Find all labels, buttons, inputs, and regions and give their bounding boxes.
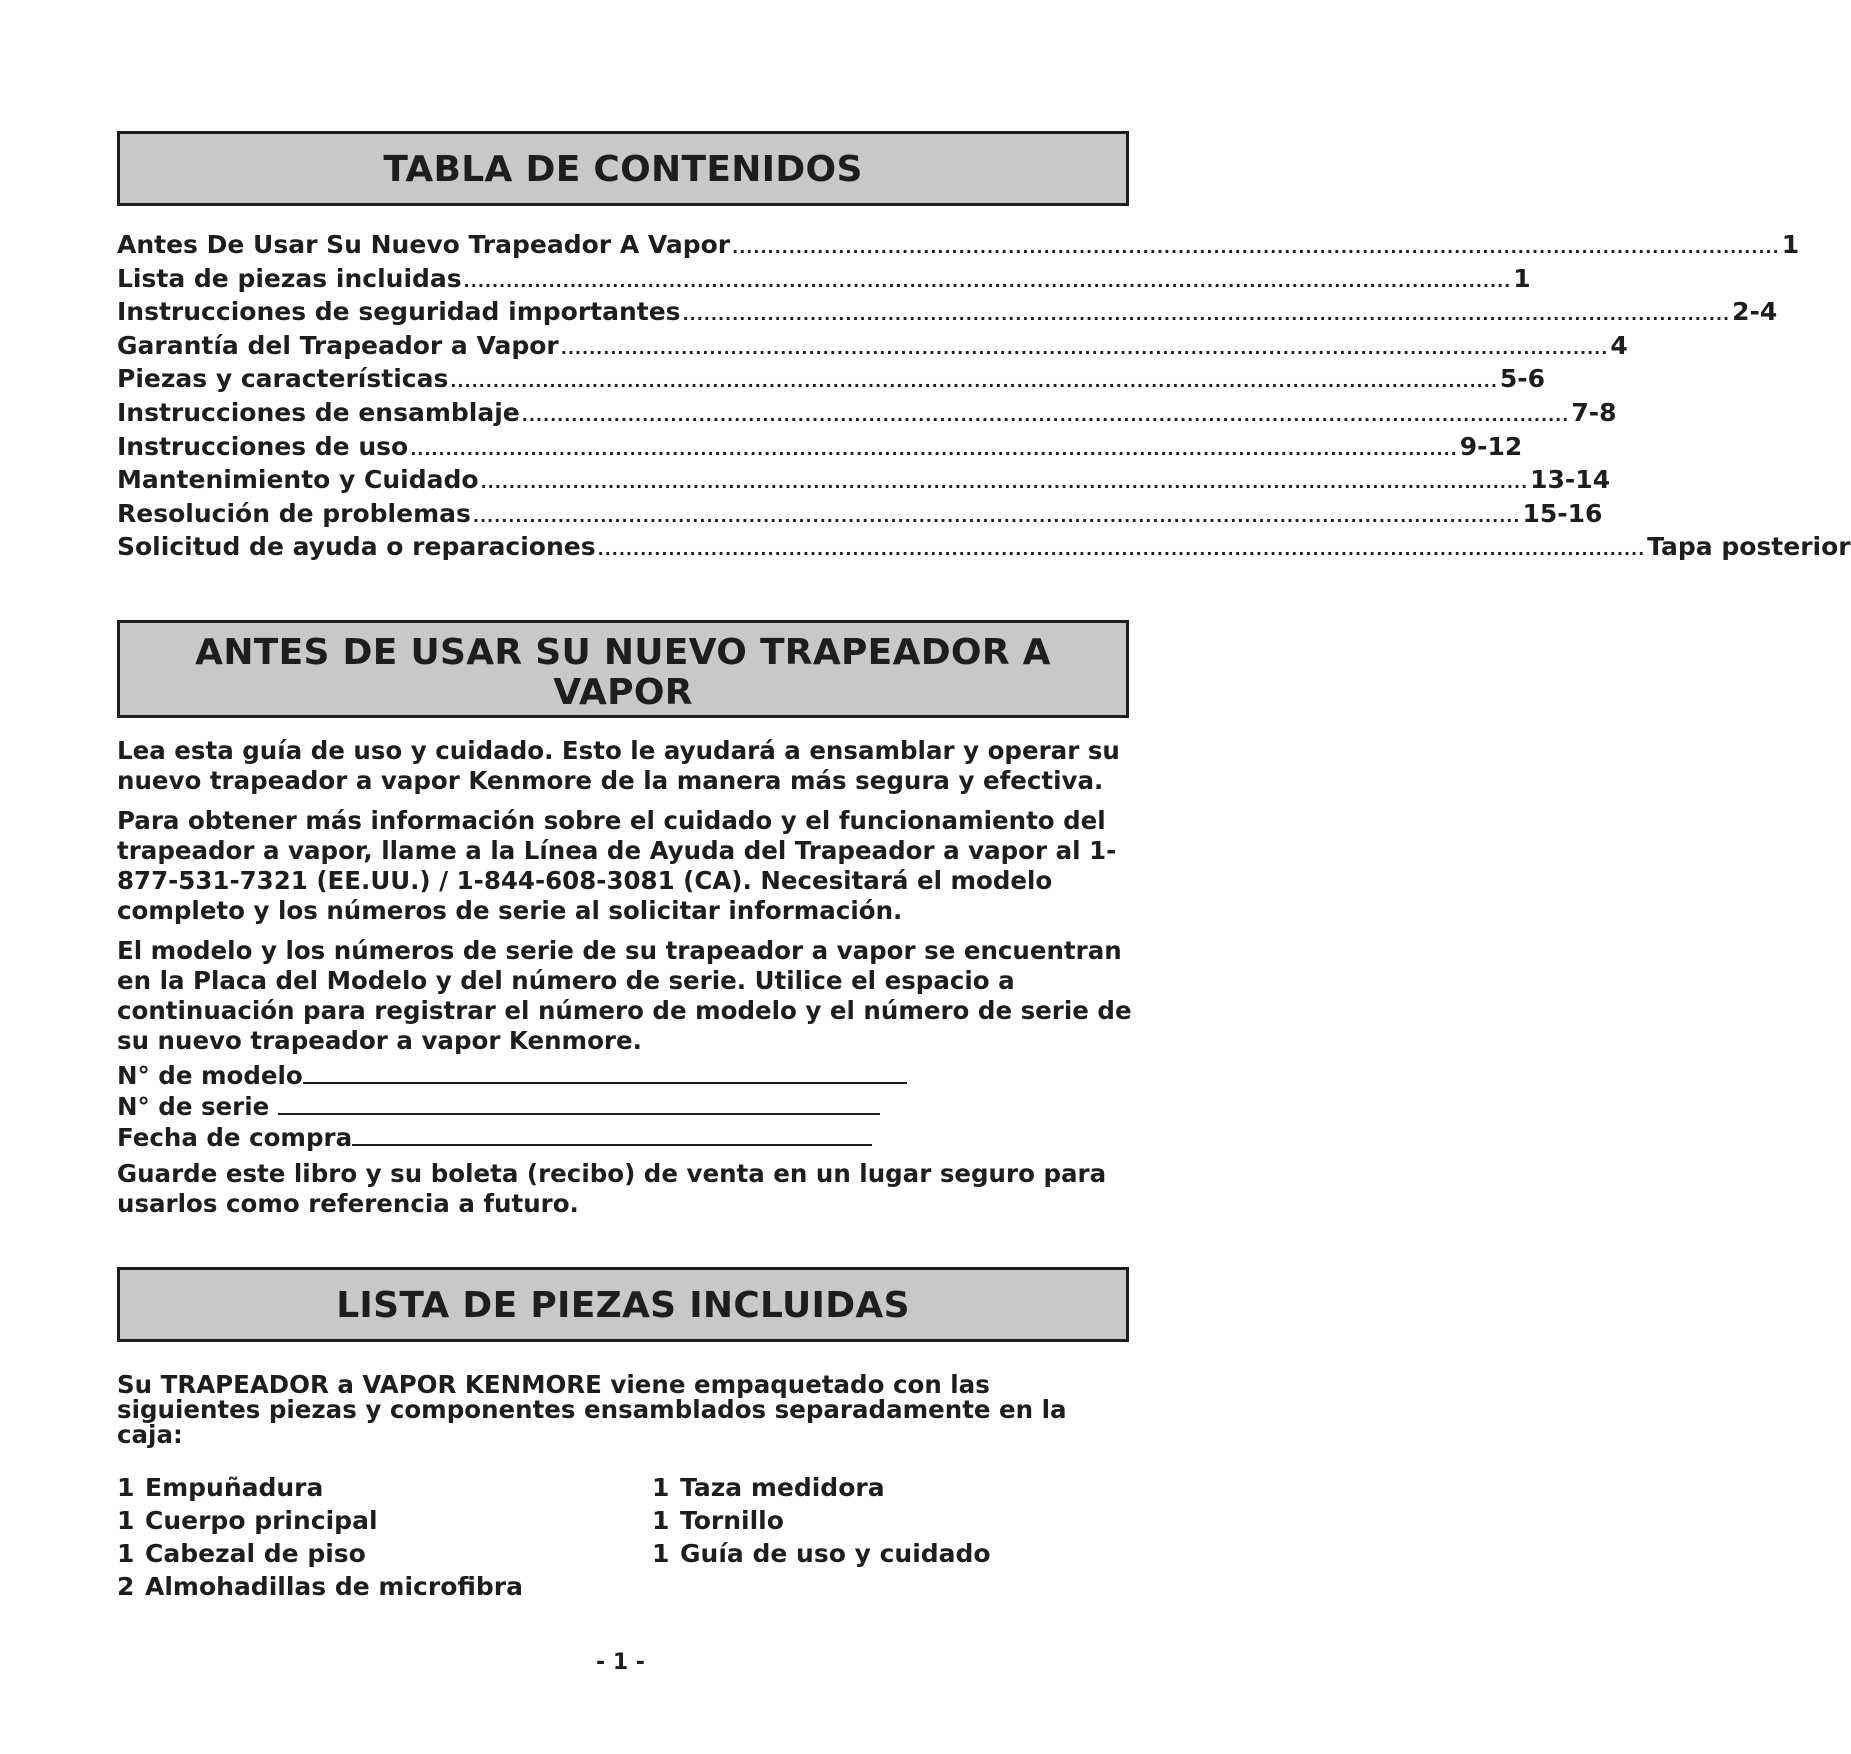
list-item (117, 1570, 652, 1603)
helpline-paragraph: Para obtener más información sobre el cuidado y el funcionamiento del trapeador a vapor, llame a la Línea de Ayuda del Trapeador a vapor al 1-877-531-7321 (EE.UU.) / 1-844-608-3081 (CA). Necesitará el modelo completo y los números de serie al solicitar información. (117, 805, 1117, 925)
toc-entry-page: 1 (1513, 263, 1531, 293)
part-quantity: 1 (652, 1506, 670, 1536)
list-item (117, 1471, 652, 1504)
toc-leader-dots: .................................................................................................................................................... (682, 305, 1731, 325)
list-item (652, 1537, 1132, 1570)
intro-paragraph: Lea esta guía de uso y cuidado. Esto le ayudará a ensamblar y operar su nuevo trapeador a vapor Kenmore de la manera más segura y efectiva. (117, 735, 1120, 795)
toc-entry (117, 329, 1628, 363)
purchase-date-row (117, 1122, 1135, 1153)
toc-entry-title: Instrucciones de uso (117, 431, 409, 461)
toc-heading: TABLA DE CONTENIDOS (117, 131, 1129, 206)
toc-entry-title: Instrucciones de ensamblaje (117, 397, 520, 427)
page-number: - 1 - (596, 1650, 645, 1675)
part-quantity: 2 (117, 1572, 135, 1602)
part-name: Guía de uso y cuidado (680, 1539, 991, 1569)
toc-leader-dots: .................................................................................................................................................... (450, 372, 1498, 392)
toc-entry-page: 9-12 (1459, 431, 1523, 461)
list-item (652, 1471, 1132, 1504)
toc-entry (117, 295, 1778, 329)
toc-entry (117, 396, 1617, 430)
toc-entry-page: 4 (1610, 330, 1628, 360)
list-item (117, 1537, 652, 1570)
keep-receipt-paragraph: Guarde este libro y su boleta (recibo) de venta en un lugar seguro para usarlos como referencia a futuro. (117, 1158, 1107, 1218)
part-name: Cuerpo principal (145, 1506, 378, 1536)
part-quantity: 1 (652, 1473, 670, 1503)
serial-number-blank-line (278, 1091, 880, 1115)
toc-entry-title: Instrucciones de seguridad importantes (117, 297, 681, 327)
purchase-date-label: Fecha de compra (117, 1122, 353, 1152)
part-name: Empuñadura (145, 1473, 324, 1503)
serial-number-label: N° de serie (117, 1091, 270, 1121)
toc-entry (117, 497, 1603, 531)
toc-leader-dots: .................................................................................................................................................... (480, 473, 1529, 493)
toc-entry-page: 1 (1781, 230, 1800, 259)
toc-leader-dots: .................................................................................................................................................... (410, 439, 1458, 459)
model-number-label: N° de modelo (117, 1060, 303, 1090)
toc-leader-dots: .................................................................................................................................................... (472, 506, 1521, 526)
toc-leader-dots: .................................................................................................................................................... (463, 271, 1512, 291)
toc-entry-page: 5-6 (1499, 364, 1546, 394)
serial-number-row (117, 1091, 1135, 1122)
toc-entry-title: Mantenimiento y Cuidado (117, 465, 479, 495)
part-quantity: 1 (117, 1539, 135, 1569)
model-number-blank-line (303, 1060, 907, 1084)
toc-entry-title: Resolución de problemas (117, 498, 471, 528)
toc-entry-page: 7-8 (1571, 397, 1617, 427)
record-fields (117, 1060, 1135, 1153)
toc-entry (117, 430, 1523, 464)
toc-entry (117, 530, 1851, 564)
before-use-heading: ANTES DE USAR SU NUEVO TRAPEADOR A VAPOR (117, 620, 1129, 718)
parts-list (117, 1471, 1135, 1603)
toc-leader-dots: .................................................................................................................................................... (732, 238, 1780, 257)
list-item (117, 1504, 652, 1537)
toc-leader-dots: .................................................................................................................................................... (560, 338, 1609, 358)
toc-leader-dots: .................................................................................................................................................... (597, 540, 1646, 560)
toc-entry-title: Garantía del Trapeador a Vapor (117, 330, 559, 360)
part-quantity: 1 (652, 1539, 670, 1569)
toc-entry (117, 262, 1531, 296)
purchase-date-blank-line (352, 1122, 872, 1146)
parts-intro-paragraph: Su TRAPEADOR a VAPOR KENMORE viene empaquetado con las siguientes piezas y componentes ensamblados separadamente en la caja: (117, 1369, 1067, 1449)
part-name: Tornillo (680, 1506, 784, 1536)
toc-entry-title: Piezas y características (117, 364, 449, 394)
toc-entry (117, 228, 1800, 262)
toc-entry-page: 13-14 (1530, 465, 1611, 495)
manual-page (117, 131, 1851, 1603)
toc-entry (117, 362, 1546, 396)
parts-list-heading: LISTA DE PIEZAS INCLUIDAS (117, 1267, 1129, 1342)
model-number-row (117, 1060, 1135, 1091)
table-of-contents (117, 228, 1851, 564)
toc-entry (117, 463, 1611, 497)
serial-info-paragraph: El modelo y los números de serie de su trapeador a vapor se encuentran en la Placa del Modelo y del número de serie. Utilice el espacio a continuación para registrar el número de modelo y el número de serie de su nuevo trapeador a vapor Kenmore. (117, 935, 1132, 1055)
toc-entry-page: 2-4 (1732, 297, 1778, 327)
toc-leader-dots: .................................................................................................................................................... (521, 405, 1570, 425)
part-quantity: 1 (117, 1506, 135, 1536)
list-item (652, 1504, 1132, 1537)
part-quantity: 1 (117, 1473, 135, 1503)
part-name: Taza medidora (680, 1473, 885, 1503)
part-name: Cabezal de piso (145, 1539, 366, 1569)
part-name: Almohadillas de microfibra (145, 1572, 523, 1602)
toc-entry-title: Lista de piezas incluidas (117, 263, 462, 293)
toc-entry-title: Antes De Usar Su Nuevo Trapeador A Vapor (117, 230, 731, 259)
toc-entry-title: Solicitud de ayuda o reparaciones (117, 532, 596, 562)
toc-entry-page: 15-16 (1522, 498, 1603, 528)
toc-entry-page: Tapa posterior (1647, 532, 1851, 562)
